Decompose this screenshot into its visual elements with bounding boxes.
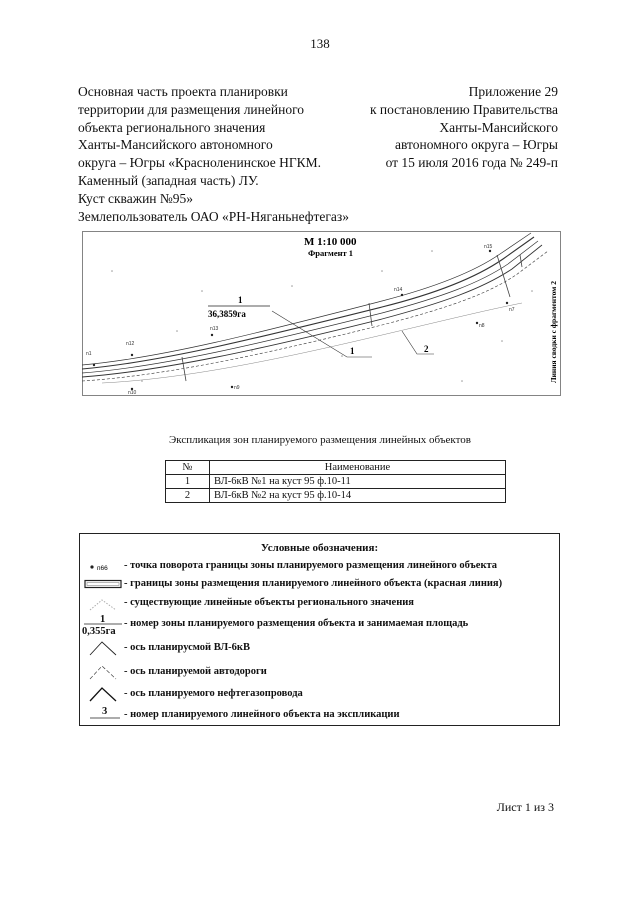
point-label: n10 <box>128 390 137 396</box>
header-left-line: Ханты-Мансийского автономного <box>78 137 273 153</box>
explication-table <box>165 460 506 503</box>
power-line-axis-symbol <box>88 639 122 657</box>
point-label: n7 <box>509 307 515 313</box>
turn-point-symbol <box>88 562 118 572</box>
table-row <box>166 475 506 489</box>
legend-title: Условные обозначения: <box>260 542 379 554</box>
zone-area-label: 0,355га <box>82 626 116 637</box>
object-number-label: 3 <box>102 706 108 717</box>
header-right-line: автономного округа – Югры <box>395 137 558 153</box>
area-value: 36,3859га <box>208 309 246 319</box>
existing-objects-symbol <box>88 596 122 612</box>
header-right <box>370 83 558 172</box>
column-header: № <box>166 461 210 475</box>
point-label: n1 <box>86 351 92 357</box>
header-left-line: Каменный (западная часть) ЛУ. <box>78 172 259 188</box>
legend-item-text: - ось планируемого нефтегазопровода <box>124 688 303 699</box>
row-number: 2 <box>166 489 210 503</box>
header-left-line: Землепользователь ОАО «РН-Няганьнефтегаз» <box>78 208 350 224</box>
legend-box <box>79 533 560 726</box>
header-left-line: объекта регионального значения <box>78 119 266 135</box>
explication-title: Экспликация зон планируемого размещения линейных объектов <box>169 434 471 446</box>
header-right-line: к постановлению Правительства <box>369 101 558 117</box>
object-label: 1 <box>350 346 355 356</box>
column-header: Наименование <box>210 461 506 475</box>
planning-map <box>82 231 561 396</box>
boundary-symbol <box>84 579 124 589</box>
header-left-line: округа – Югры «Красноленинское НГКМ. <box>78 155 322 171</box>
table-header-row <box>166 461 506 475</box>
row-number: 1 <box>166 475 210 489</box>
header-left-line: территории для размещения линейного <box>78 101 305 117</box>
point-label: n13 <box>210 326 219 332</box>
road-axis-symbol <box>88 663 122 681</box>
header-right-line: Приложение 29 <box>468 84 558 99</box>
legend-item-text: - ось планируемой автодороги <box>124 666 267 677</box>
legend-item-text: - ось планирусмой ВЛ-6кВ <box>124 642 250 653</box>
legend-item-text: - существующие линейные объекты регионального значения <box>124 597 414 608</box>
point-label: n14 <box>394 287 403 293</box>
page-number: 138 <box>310 36 330 51</box>
header-right-line: Ханты-Мансийского <box>439 119 558 135</box>
legend-item-text: - границы зоны размещения планируемого линейного объекта (красная линия) <box>124 578 503 589</box>
row-name: ВЛ-6кВ №2 на куст 95 ф.10-14 <box>210 489 506 503</box>
point-label: n15 <box>484 244 493 250</box>
legend-item-text: - номер планируемого линейного объекта на экспликации <box>124 709 400 720</box>
legend-item-text: - номер зоны планируемого размещения объекта и занимаемая площадь <box>124 618 469 629</box>
legend-item-text: - точка поворота границы зоны планируемого размещения линейного объекта <box>124 560 498 571</box>
header-right-line: от 15 июля 2016 года № 249-п <box>385 155 558 171</box>
zone-number-label: 1 <box>100 614 106 625</box>
point-label: n12 <box>126 341 135 347</box>
row-name: ВЛ-6кВ №1 на куст 95 ф.10-11 <box>210 475 506 489</box>
fragment-joint-note: Линия сводки с фрагментом 2 <box>549 281 558 383</box>
turn-point-symbol-label: п66 <box>97 565 108 572</box>
sheet-number: Лист 1 из 3 <box>496 800 554 814</box>
header-left <box>78 83 349 225</box>
point-label: n8 <box>479 323 485 329</box>
area-number: 1 <box>238 295 243 305</box>
object-label: 2 <box>424 344 429 354</box>
pipeline-axis-symbol <box>88 685 122 703</box>
header-left-line: Основная часть проекта планировки <box>78 84 288 99</box>
map-fragment: Фрагмент 1 <box>308 248 354 258</box>
table-row <box>166 489 506 503</box>
map-scale: М 1:10 000 <box>304 236 357 248</box>
point-label: n9 <box>234 385 240 391</box>
header-left-line: Куст скважин №95» <box>78 190 194 206</box>
